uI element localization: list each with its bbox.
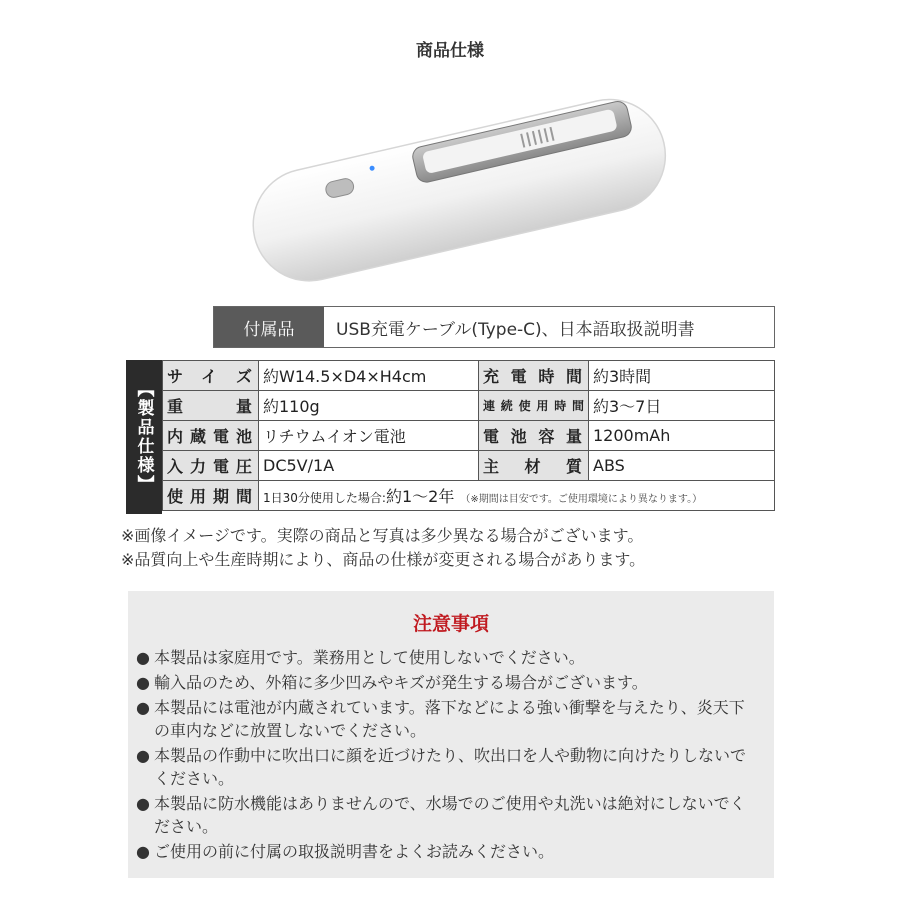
- usage-value: [259, 481, 775, 511]
- spec-row-usage: [163, 481, 775, 511]
- usage-note: （※期間は目安です。ご使用環境により異なります。）: [460, 494, 703, 505]
- page-title: 商品仕様: [416, 41, 484, 61]
- spec-value: 約3〜7日: [589, 391, 775, 421]
- caution-text: 本製品には電池が内蔵されています。落下などによる強い衝撃を与えたり、炎天下の車内などに放置しないでください。: [154, 698, 745, 740]
- caution-item: [136, 744, 760, 790]
- spec-label: 連続使用時間: [479, 391, 589, 421]
- spec-label: 充電時間: [479, 361, 589, 391]
- spec-label: 主材質: [479, 451, 589, 481]
- image-notes: [121, 524, 645, 572]
- caution-text: 本製品の作動中に吹出口に顔を近づけたり、吹出口を人や動物に向けたりしないでください。: [154, 746, 747, 788]
- caution-text: ご使用の前に付属の取扱説明書をよくお読みください。: [154, 842, 555, 861]
- bullet-icon: ●: [136, 746, 150, 765]
- spec-value: 約W14.5×D4×H4cm: [259, 361, 479, 391]
- spec-side-label: 【製品仕様】: [126, 360, 162, 514]
- caution-item: [136, 696, 760, 742]
- product-image: [230, 80, 680, 290]
- spec-label: 入力電圧: [163, 451, 259, 481]
- spec-row: [163, 421, 775, 451]
- bullet-icon: ●: [136, 698, 150, 717]
- caution-list: [128, 646, 774, 863]
- bullet-icon: ●: [136, 842, 150, 861]
- note-line: ※画像イメージです。実際の商品と写真は多少異なる場合がございます。: [121, 526, 644, 545]
- spec-label: 重量: [163, 391, 259, 421]
- caution-text: 本製品に防水機能はありませんので、水場でのご使用や丸洗いは絶対にしないでください。: [154, 794, 746, 836]
- spec-label: サイズ: [163, 361, 259, 391]
- usage-label: 使用期間: [163, 481, 259, 511]
- spec-value: DC5V/1A: [259, 451, 479, 481]
- caution-title: 注意事項: [412, 613, 489, 635]
- bullet-icon: ●: [136, 673, 150, 692]
- caution-item: [136, 671, 760, 694]
- spec-value: 1200mAh: [589, 421, 775, 451]
- caution-item: [136, 792, 760, 838]
- spec-row: [163, 391, 775, 421]
- spec-value: 約110g: [259, 391, 479, 421]
- spec-label: 電池容量: [479, 421, 589, 451]
- accessories-label: 付属品: [214, 307, 324, 347]
- accessories-row: [213, 306, 775, 348]
- usage-main: 約1〜2年: [385, 487, 455, 506]
- spec-row: [163, 361, 775, 391]
- caution-item: [136, 840, 760, 863]
- caution-box: [128, 591, 774, 878]
- usage-prefix: 1日30分使用した場合:: [263, 491, 386, 505]
- caution-text: 輸入品のため、外箱に多少凹みやキズが発生する場合がございます。: [154, 673, 648, 692]
- note-line: ※品質向上や生産時期により、商品の仕様が変更される場合があります。: [121, 550, 646, 569]
- spec-row: [163, 451, 775, 481]
- spec-value: リチウムイオン電池: [259, 421, 479, 451]
- spec-label: 内蔵電池: [163, 421, 259, 451]
- spec-value: ABS: [589, 451, 775, 481]
- spec-table: [162, 360, 775, 511]
- bullet-icon: ●: [136, 648, 150, 667]
- spec-value: 約3時間: [589, 361, 775, 391]
- caution-item: [136, 646, 760, 669]
- accessories-value: USB充電ケーブル(Type-C)、日本語取扱説明書: [336, 319, 695, 340]
- bullet-icon: ●: [136, 794, 150, 813]
- caution-text: 本製品は家庭用です。業務用として使用しないでください。: [154, 648, 585, 667]
